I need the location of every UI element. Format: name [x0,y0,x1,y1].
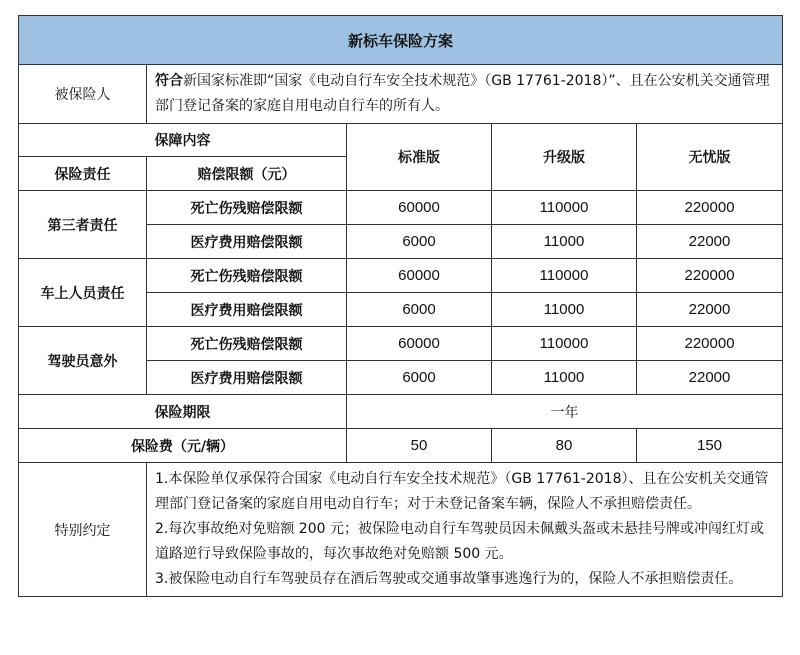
value-cell: 6000 [347,225,492,259]
special-term-2: 2.每次事故绝对免赔额 200 元；被保险电动自行车驾驶员因未佩戴头盔或未悬挂号牌或冲闯红灯或道路逆行导致保险事故的，每次事故绝对免赔额 500 元。 [155,521,764,562]
value-cell: 60000 [347,259,492,293]
plan-worry-free-header: 无忧版 [637,124,783,191]
period-label: 保险期限 [19,395,347,429]
group-driver-accident: 驾驶员意外 [19,327,147,395]
row-item: 医疗费用赔偿限额 [147,293,347,327]
value-cell: 11000 [492,293,637,327]
premium-worry-free: 150 [637,429,783,463]
header-row-1 [19,124,783,157]
value-cell: 22000 [637,293,783,327]
period-value: 一年 [347,395,783,429]
row-item: 死亡伤残赔偿限额 [147,327,347,361]
insured-row [19,65,783,124]
table-row [19,259,783,293]
period-row [19,395,783,429]
value-cell: 6000 [347,293,492,327]
premium-row [19,429,783,463]
table-row [19,327,783,361]
value-cell: 220000 [637,327,783,361]
value-cell: 22000 [637,361,783,395]
title-row [19,16,783,65]
special-terms-content [147,463,783,597]
group-passenger: 车上人员责任 [19,259,147,327]
premium-standard: 50 [347,429,492,463]
coverage-header: 保障内容 [19,124,347,157]
special-terms-row [19,463,783,597]
group-third-party: 第三者责任 [19,191,147,259]
value-cell: 110000 [492,191,637,225]
value-cell: 60000 [347,191,492,225]
row-item: 死亡伤残赔偿限额 [147,259,347,293]
insured-description [147,65,783,124]
special-term-1: 1.本保险单仅承保符合国家《电动自行车安全技术规范》（GB 17761-2018）、且在公安机关交通管理部门登记备案的家庭自用电动自行车；对于未登记备案车辆，保险人不承担赔偿责任。 [155,471,769,512]
value-cell: 6000 [347,361,492,395]
special-term-3: 3.被保险电动自行车驾驶员存在酒后驾驶或交通事故肇事逃逸行为的，保险人不承担赔偿责任。 [155,571,743,587]
table-title: 新标车保险方案 [19,16,783,65]
insured-label: 被保险人 [19,65,147,124]
insured-text: 新国家标准即“国家《电动自行车安全技术规范》（GB 17761-2018）”、且在公安机关交通管理部门登记备案的家庭自用电动自行车的所有人。 [155,73,770,114]
liability-header: 保险责任 [19,157,147,191]
value-cell: 110000 [492,327,637,361]
row-item: 医疗费用赔偿限额 [147,361,347,395]
insurance-plan-table [18,15,783,597]
limit-header: 赔偿限额（元） [147,157,347,191]
value-cell: 110000 [492,259,637,293]
row-item: 医疗费用赔偿限额 [147,225,347,259]
value-cell: 11000 [492,225,637,259]
plan-standard-header: 标准版 [347,124,492,191]
special-terms-label: 特别约定 [19,463,147,597]
plan-upgrade-header: 升级版 [492,124,637,191]
value-cell: 220000 [637,259,783,293]
value-cell: 220000 [637,191,783,225]
insured-text-bold: 符合 [155,73,183,89]
row-item: 死亡伤残赔偿限额 [147,191,347,225]
premium-upgrade: 80 [492,429,637,463]
premium-label: 保险费（元/辆） [19,429,347,463]
value-cell: 60000 [347,327,492,361]
value-cell: 22000 [637,225,783,259]
value-cell: 11000 [492,361,637,395]
table-row [19,191,783,225]
